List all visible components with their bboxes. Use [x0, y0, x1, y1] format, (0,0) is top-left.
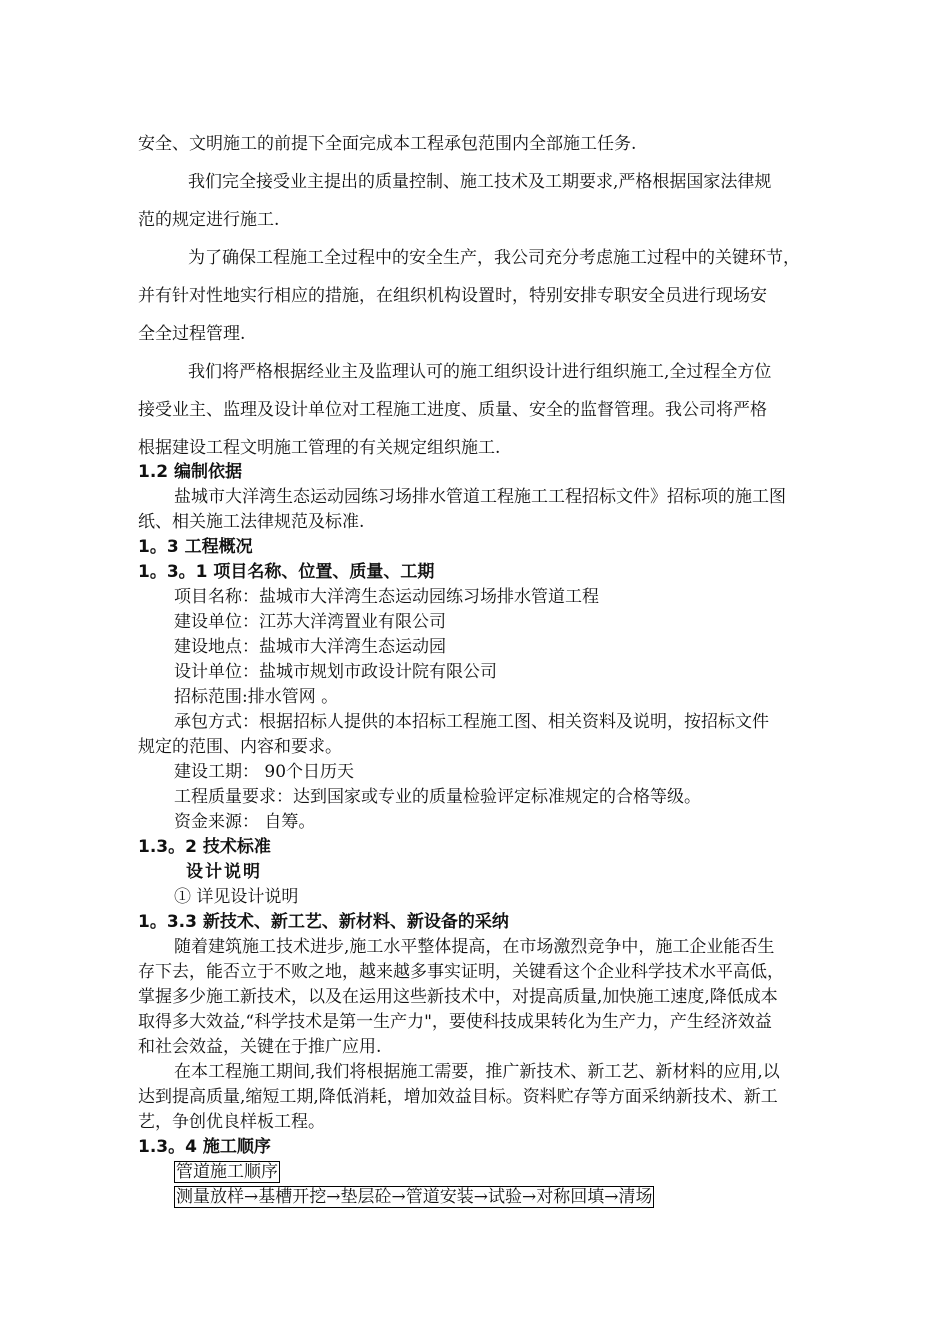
project-designer: 设计单位：盐城市规划市政设计院有限公司	[174, 662, 497, 682]
contract-mode: 承包方式：根据招标人提供的本招标工程施工图、相关资料及说明，按招标文件	[174, 712, 769, 732]
heading-1-3-3: 1。3.3 新技术、新工艺、新材料、新设备的采纳	[138, 912, 509, 932]
intro-line: 为了确保工程施工全过程中的安全生产，我公司充分考虑施工过程中的关键环节，	[188, 248, 800, 268]
intro-line: 全全过程管理.	[138, 324, 246, 344]
heading-1-2: 1.2 编制依据	[138, 462, 243, 482]
intro-line: 并有针对性地实行相应的措施，在组织机构设置时，特别安排专职安全员进行现场安	[138, 286, 767, 306]
project-site: 建设地点：盐城市大洋湾生态运动园	[174, 637, 446, 657]
funding-source: 资金来源： 自筹。	[174, 812, 316, 832]
text-line: 达到提高质量,缩短工期,降低消耗，增加效益目标。资料贮存等方面采纳新技术、新工	[138, 1087, 778, 1107]
heading-1-3-4: 1.3。4 施工顺序	[138, 1137, 271, 1157]
design-notes-title: 设计说明	[186, 862, 262, 882]
intro-paragraphs	[138, 125, 858, 467]
project-name: 项目名称：盐城市大洋湾生态运动园练习场排水管道工程	[174, 587, 599, 607]
intro-line: 根据建设工程文明施工管理的有关规定组织施工.	[138, 438, 501, 458]
bid-scope: 招标范围:排水管网 。	[174, 687, 339, 707]
text-line: 存下去，能否立于不败之地，越来越多事实证明，关键看这个企业科学技术水平高低，	[138, 962, 784, 982]
intro-line: 安全、文明施工的前提下全面完成本工程承包范围内全部施工任务.	[138, 134, 637, 154]
intro-line: 范的规定进行施工.	[138, 210, 280, 230]
intro-line: 接受业主、监理及设计单位对工程施工进度、质量、安全的监督管理。我公司将严格	[138, 400, 767, 420]
text-line: 和社会效益，关键在于推广应用.	[138, 1037, 382, 1057]
design-notes-item: ① 详见设计说明	[174, 887, 299, 907]
intro-line: 我们完全接受业主提出的质量控制、施工技术及工期要求,严格根据国家法律规	[188, 172, 772, 192]
intro-line: 我们将严格根据经业主及监理认可的施工组织设计进行组织施工,全过程全方位	[188, 362, 772, 382]
text-line: 盐城市大洋湾生态运动园练习场排水管道工程施工工程招标文件》招标项的施工图	[174, 487, 786, 507]
text-line: 掌握多少施工新技术，以及在运用这些新技术中，对提高质量,加快施工速度,降低成本	[138, 987, 778, 1007]
construction-period: 建设工期： 90个日历天	[174, 762, 355, 782]
text-line: 随着建筑施工技术进步,施工水平整体提高，在市场激烈竞争中，施工企业能否生	[174, 937, 775, 957]
heading-1-3: 1。3 工程概况	[138, 537, 253, 557]
text-line: 纸、相关施工法律规范及标准.	[138, 512, 365, 532]
heading-1-3-1: 1。3。1 项目名称、位置、质量、工期	[138, 562, 435, 582]
contract-mode-cont: 规定的范围、内容和要求。	[138, 737, 342, 757]
project-owner: 建设单位：江苏大洋湾置业有限公司	[174, 612, 446, 632]
sequence-flow-box: 测量放样→基槽开挖→垫层砼→管道安装→试验→对称回填→清场	[176, 1187, 653, 1207]
text-line: 取得多大效益,“科学技术是第一生产力"，要使科技成果转化为生产力，产生经济效益	[138, 1012, 772, 1032]
text-line: 在本工程施工期间,我们将根据施工需要，推广新技术、新工艺、新材料的应用,以	[174, 1062, 780, 1082]
sequence-title-box: 管道施工顺序	[176, 1162, 278, 1182]
heading-1-3-2: 1.3。2 技术标准	[138, 837, 271, 857]
quality-requirement: 工程质量要求：达到国家或专业的质量检验评定标准规定的合格等级。	[174, 787, 701, 807]
text-line: 艺，争创优良样板工程。	[138, 1112, 325, 1132]
